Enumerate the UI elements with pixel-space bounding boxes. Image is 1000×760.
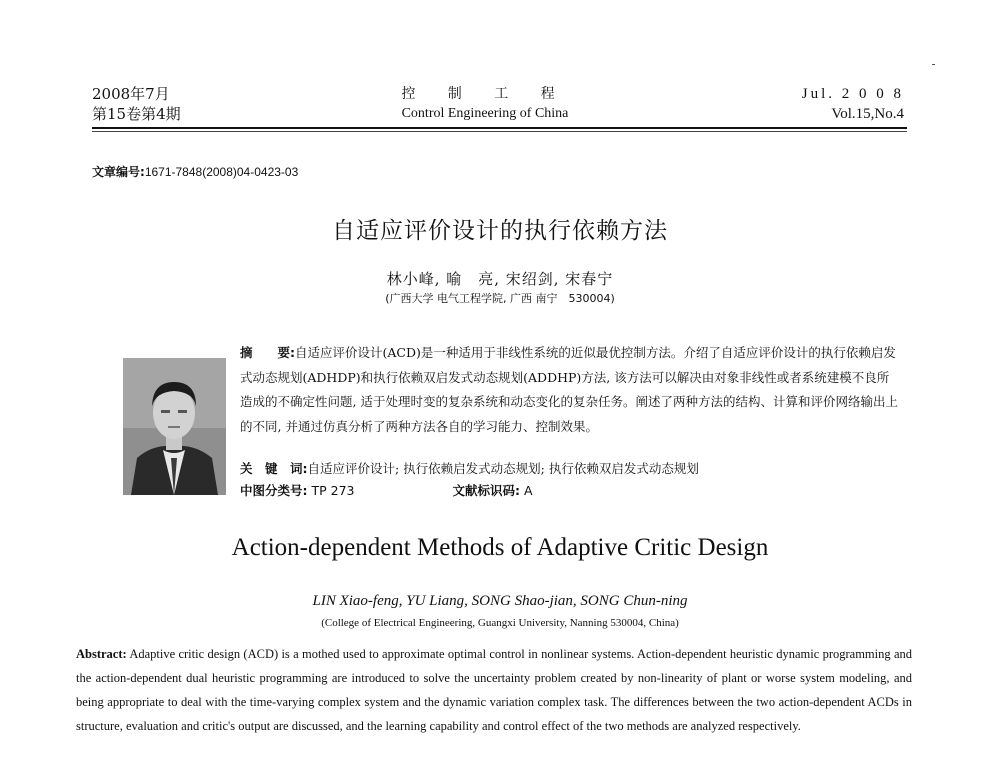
header-left: [92, 84, 181, 124]
title-cn: 自适应评价设计的执行依赖方法: [332, 218, 668, 244]
abstract-en-text: Adaptive critic design (ACD) is a mothed used to approximate optimal control in nonlinear systems. Action-dependent heuristic dynamic programming and the action-dependent dual heuristic programming are introduced to solve the uncertainty problem created by non-linearity of plant or worse system modeling, and being appropriate to deal with the time-varying complex system and the dynamic variation complex task. The differences between the two action-dependent ACDs in structure, evaluation and critic's output are discussed, and the learning capability and control effect of the two methods are analyzed respectively.: [76, 647, 912, 733]
doc-code-value: A: [523, 483, 533, 498]
classification-line: [240, 481, 533, 501]
article-number-label: 文章编号:: [92, 165, 145, 179]
abstract-cn-text: 自适应评价设计(ACD)是一种适用于非线性系统的近似最优控制方法。介绍了自适应评价设计的执行依赖启发式动态规划(ADHDP)和执行依赖双启发式动态规划(ADDHP)方法, 该方法可以解决由对象非线性或者系统建模不良所造成的不确定性问题, 适于处理时变的复杂系统和动态变化的复杂任务。阐述了两种方法的结构、计算和评价网络输出上的不同, 并通过仿真分析了两种方法各自的学习能力、控制效果。: [240, 345, 898, 434]
doc-code-label: 文献标识码:: [452, 483, 520, 498]
keywords-cn-text: 自适应评价设计; 执行依赖启发式动态规划; 执行依赖双启发式动态规划: [307, 461, 699, 476]
header-volume-en: Vol.15,No.4: [831, 106, 904, 122]
header-rule-thick: [92, 127, 907, 129]
abstract-cn: [240, 341, 900, 439]
abstract-en: [76, 642, 912, 738]
header-right: [802, 84, 904, 124]
keywords-cn-label: 关 键 词:: [240, 461, 308, 476]
authors-en: LIN Xiao-feng, YU Liang, SONG Shao-jian, SONG Chun-ning: [312, 593, 688, 609]
journal-name-en: Control Engineering of China: [401, 106, 569, 121]
header-journal: [360, 84, 610, 124]
clc-label: 中图分类号:: [240, 483, 308, 498]
clc-value: TP 273: [311, 483, 355, 498]
abstract-cn-label: 摘 要:: [240, 345, 295, 360]
scan-mark: [932, 64, 935, 65]
header-date-en: Jul. 2 0 0 8: [801, 86, 904, 102]
article-number: [92, 163, 298, 180]
affiliation-en: (College of Electrical Engineering, Guangxi University, Nanning 530004, China): [321, 617, 679, 629]
abstract-en-label: Abstract:: [76, 647, 127, 661]
authors-cn: 林小峰, 喻 亮, 宋绍剑, 宋春宁: [386, 270, 614, 288]
title-en: Action-dependent Methods of Adaptive Critic Design: [231, 534, 769, 561]
journal-name-cn: 控 制 工 程: [401, 86, 569, 102]
affiliation-cn: (广西大学 电气工程学院, 广西 南宁 530004): [385, 292, 615, 305]
keywords-cn: [240, 459, 900, 479]
author-portrait-image: [123, 358, 226, 495]
header-rule-thin: [92, 131, 907, 132]
author-photo: [123, 358, 226, 495]
header-volume-cn: 第15卷第4期: [92, 105, 181, 123]
article-number-value: 1671-7848(2008)04-0423-03: [144, 165, 299, 179]
header-date-cn: 2008年7月: [92, 85, 170, 103]
